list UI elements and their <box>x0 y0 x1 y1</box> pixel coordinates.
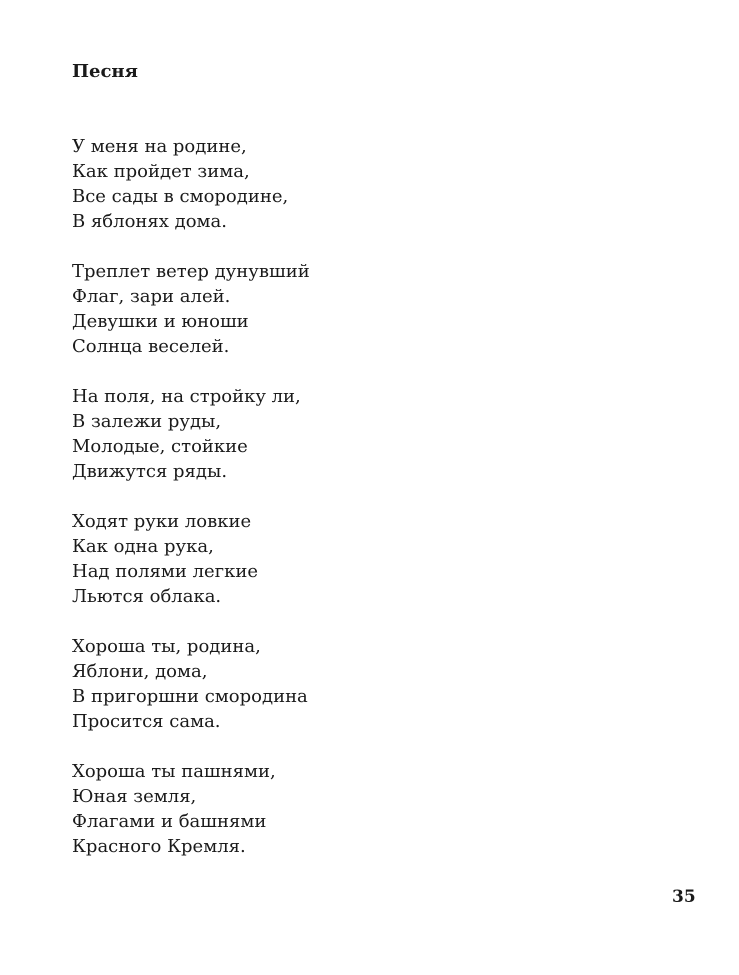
stanza-3 <box>72 384 672 484</box>
stanza-2 <box>72 259 672 359</box>
poem-line: В яблонях дома. <box>72 211 228 232</box>
stanza-6 <box>72 759 672 859</box>
stanza-5 <box>72 634 672 734</box>
poem-line: На поля, на стройку ли, <box>72 386 301 407</box>
poem-line: У меня на родине, <box>72 136 247 157</box>
page-number: 35 <box>672 887 696 907</box>
poem-line: Флагами и башнями <box>72 811 267 832</box>
poem-line: Как одна рука, <box>72 536 214 557</box>
poem-line: Хороша ты пашнями, <box>72 761 276 782</box>
poem-title: Песня <box>72 61 138 82</box>
poem-line: Хороша ты, родина, <box>72 636 261 657</box>
poem-line: В пригоршни смородина <box>72 686 308 707</box>
poem-line: Флаг, зари алей. <box>72 286 231 307</box>
poem-line: Юная земля, <box>72 786 197 807</box>
poem-line: Солнца веселей. <box>72 336 230 357</box>
poem-line: Девушки и юноши <box>72 311 249 332</box>
poem-line: В залежи руды, <box>72 411 222 432</box>
poem-line: Треплет ветер дунувший <box>72 261 310 282</box>
poem-line: Красного Кремля. <box>72 836 246 857</box>
poem-line: Над полями легкие <box>72 561 258 582</box>
poem-body <box>72 134 672 884</box>
poem-line: Ходят руки ловкие <box>72 511 252 532</box>
poem-line: Яблони, дома, <box>72 661 208 682</box>
poem-line: Просится сама. <box>72 711 221 732</box>
poem-line: Все сады в смородине, <box>72 186 289 207</box>
poem-line: Движутся ряды. <box>72 461 228 482</box>
poem-line: Как пройдет зима, <box>72 161 250 182</box>
stanza-4 <box>72 509 672 609</box>
poem-line: Льются облака. <box>72 586 222 607</box>
stanza-1 <box>72 134 672 234</box>
poem-line: Молодые, стойкие <box>72 436 248 457</box>
